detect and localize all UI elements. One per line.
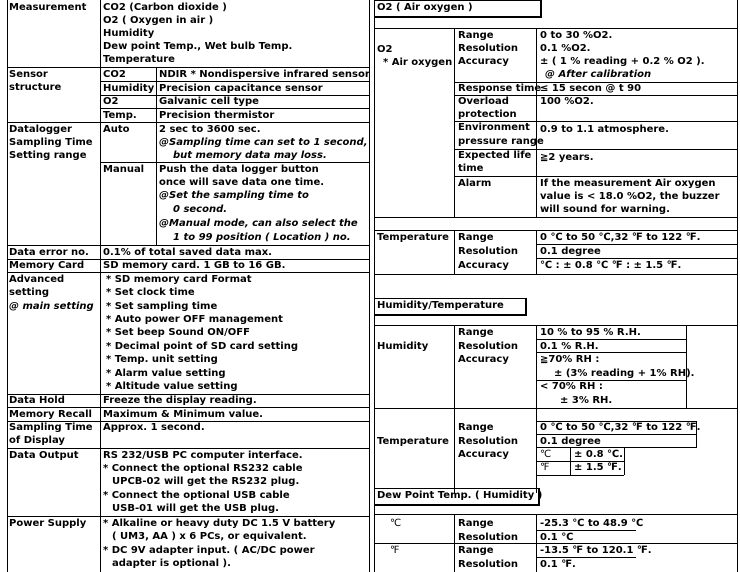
hum-acc-value: ≧70% RH : <box>540 354 600 365</box>
left-col-divider <box>100 0 101 572</box>
right-col-divider <box>624 447 625 475</box>
sensor-desc: NDIR * Nondispersive infrared sensor <box>159 69 370 80</box>
right-table-edge <box>374 0 375 572</box>
data-output-line: * Connect the optional RS232 cable <box>103 463 303 474</box>
o2-param: * Air oxygen <box>383 57 453 68</box>
advanced-item: * Set beep Sound ON/OFF <box>106 327 250 338</box>
advanced-item: * Decimal point of SD card setting <box>106 341 298 352</box>
divider <box>7 516 369 517</box>
data-output-label: Data Output <box>9 450 79 461</box>
o2-over-label: Overload <box>458 96 509 107</box>
o2-env-label: pressure range <box>458 136 544 147</box>
o2-env-label: Environment <box>458 122 530 133</box>
o2-alarm-value: value is < 18.0 %O2, the buzzer <box>540 191 720 202</box>
dew-unit-f: ℉ <box>390 545 400 556</box>
o2-over-value: 100 %O2. <box>540 96 594 107</box>
right-col-divider <box>454 230 455 274</box>
sampling-display-label: Sampling Time <box>9 422 93 433</box>
ht-temp-acc-label: Accuracy <box>458 449 509 460</box>
divider <box>374 543 738 544</box>
datalogger-col-divider <box>156 122 157 245</box>
divider <box>7 272 369 273</box>
temp-acc-value: ℃ : ± 0.8 ℃ ℉ : ± 1.5 ℉. <box>540 260 682 271</box>
divider <box>374 217 738 218</box>
sampling-display-label: of Display <box>9 435 65 446</box>
data-output-line: USB-01 will get the USB plug. <box>112 503 279 514</box>
o2-life-label: Expected life <box>458 150 532 161</box>
o2-range-label: Range <box>458 30 494 41</box>
right-col-divider <box>696 421 697 448</box>
data-output-line: UPCB-02 will get the RS232 plug. <box>112 476 300 487</box>
datalogger-label: Datalogger <box>9 124 72 135</box>
sensor-desc: Precision capacitance sensor <box>159 83 323 94</box>
hum-range-label: Range <box>458 327 494 338</box>
measurement-label: Measurement <box>9 2 87 13</box>
o2-resp-value: ≤ 15 secon @ t 90 <box>540 83 642 94</box>
o2-resp-label: Response time <box>458 83 542 94</box>
divider <box>536 339 686 340</box>
auto-label: Auto <box>103 124 130 135</box>
sensor-type: CO2 <box>103 69 126 80</box>
divider <box>536 530 636 531</box>
divider <box>374 514 738 515</box>
right-col-divider <box>454 28 455 217</box>
power-supply-line: * Alkaline or heavy duty DC 1.5 V battery <box>103 518 336 529</box>
dew-f-res-value: 0.1 ℉. <box>540 559 576 570</box>
measurement-item: Temperature <box>103 54 175 65</box>
right-col-divider <box>536 325 537 493</box>
right-col-divider <box>536 28 537 217</box>
manual-label: Manual <box>103 164 145 175</box>
divider <box>536 352 686 353</box>
divider <box>7 122 369 123</box>
divider <box>536 557 636 558</box>
sensor-type: Humidity <box>103 83 155 94</box>
memory-card-value: SD memory card. 1 GB to 16 GB. <box>103 260 286 271</box>
hum-acc-value: ± (3% reading + 1% RH). <box>554 368 695 379</box>
advanced-label: @ main setting <box>9 301 94 312</box>
manual-text: @Manual mode, can also select the <box>159 218 358 229</box>
datalogger-label: Setting range <box>9 150 87 161</box>
sensor-label: Sensor <box>9 69 48 80</box>
o2-alarm-value: If the measurement Air oxygen <box>540 178 716 189</box>
ht-temp-acc-unit-f: ℉ <box>540 462 550 473</box>
divider <box>374 274 738 275</box>
dew-f-res-label: Resolution <box>458 559 519 570</box>
ht-temp-res-label: Resolution <box>458 436 519 447</box>
data-error-label: Data error no. <box>9 247 89 258</box>
humidity-param: Humidity <box>377 341 429 352</box>
ht-temp-res-value: 0.1 degree <box>540 436 601 447</box>
manual-text: Push the data logger button <box>159 164 319 175</box>
manual-text: once will save data one time. <box>159 177 325 188</box>
divider <box>7 245 369 246</box>
o2-alarm-label: Alarm <box>458 178 492 189</box>
manual-text: @Set the sampling time to <box>159 190 309 201</box>
sensor-type: O2 <box>103 96 119 107</box>
o2-life-value: ≧2 years. <box>540 152 594 163</box>
ht-temp-range-value: 0 ℃ to 50 ℃,32 ℉ to 122 ℉. <box>540 422 701 433</box>
measurement-item: Dew point Temp., Wet bulb Temp. <box>103 41 293 52</box>
o2-title: O2 ( Air oxygen ) <box>377 2 473 13</box>
advanced-label: setting <box>9 287 49 298</box>
temp-param: Temperature <box>377 232 449 243</box>
temp-res-label: Resolution <box>458 246 519 257</box>
divider <box>100 81 369 82</box>
advanced-item: * Auto power OFF management <box>106 314 283 325</box>
temp-res-value: 0.1 degree <box>540 246 601 257</box>
dew-unit-c: ℃ <box>390 518 402 529</box>
datalogger-label: Sampling Time <box>9 137 93 148</box>
data-output-line: RS 232/USB PC computer interface. <box>103 450 303 461</box>
hum-range-value: 10 % to 95 % R.H. <box>540 327 641 338</box>
o2-param: O2 <box>377 44 393 55</box>
power-supply-label: Power Supply <box>9 518 87 529</box>
power-supply-line: * DC 9V adapter input. ( AC/DC power <box>103 545 315 556</box>
advanced-item: * Altitude value setting <box>106 381 238 392</box>
divider <box>454 176 738 177</box>
advanced-item: * Alarm value setting <box>106 368 226 379</box>
o2-acc-value: ± ( 1 % reading + 0.2 % O2 ). <box>540 56 705 67</box>
power-supply-line: adapter is optional ). <box>112 558 231 569</box>
dew-f-range-value: -13.5 ℉ to 120.1 ℉. <box>540 545 652 556</box>
hum-acc-value: ± 3% RH. <box>560 395 613 406</box>
dew-f-range-label: Range <box>458 545 494 556</box>
right-col-divider <box>454 325 455 493</box>
hum-res-label: Resolution <box>458 341 519 352</box>
data-output-line: * Connect the optional USB cable <box>103 490 290 501</box>
sensor-desc: Precision thermistor <box>159 110 275 121</box>
advanced-item: * Temp. unit setting <box>106 354 218 365</box>
right-col-divider <box>536 230 537 274</box>
sensor-type: Temp. <box>103 110 137 121</box>
data-hold-label: Data Hold <box>9 395 65 406</box>
measurement-item: O2 ( Oxygen in air ) <box>103 15 214 26</box>
o2-alarm-value: will sound for warning. <box>540 204 670 215</box>
dew-c-res-value: 0.1 ℃ <box>540 532 574 543</box>
divider <box>7 407 369 408</box>
memory-recall-value: Maximum & Minimum value. <box>103 409 263 420</box>
temp-acc-label: Accuracy <box>458 260 509 271</box>
sensor-desc: Galvanic cell type <box>159 96 259 107</box>
measurement-item: Humidity <box>103 28 155 39</box>
hum-res-value: 0.1 % R.H. <box>540 341 599 352</box>
hum-acc-label: Accuracy <box>458 354 509 365</box>
dew-c-range-label: Range <box>458 518 494 529</box>
ht-temp-range-label: Range <box>458 422 494 433</box>
dew-c-res-label: Resolution <box>458 532 519 543</box>
data-hold-value: Freeze the display reading. <box>103 395 257 406</box>
advanced-label: Advanced <box>9 274 65 285</box>
ht-temp-param: Temperature <box>377 436 449 447</box>
advanced-item: * Set sampling time <box>106 301 218 312</box>
o2-over-label: protection <box>458 109 517 120</box>
divider <box>536 447 696 448</box>
temp-range-label: Range <box>458 232 494 243</box>
measurement-item: CO2 (Carbon dioxide ) <box>103 2 227 13</box>
hum-acc-value: < 70% RH : <box>540 381 603 392</box>
right-table-edge <box>737 0 738 572</box>
ht-temp-acc-value-c: ± 0.8 ℃. <box>574 449 623 460</box>
humtemp-title: Humidity/Temperature <box>377 300 504 311</box>
dew-c-range-value: -25.3 ℃ to 48.9 ℃ <box>540 518 644 529</box>
auto-text: @Sampling time can set to 1 second, <box>159 137 368 148</box>
temp-range-value: 0 ℃ to 50 ℃,32 ℉ to 122 ℉. <box>540 232 701 243</box>
divider <box>374 230 738 231</box>
divider <box>536 475 624 476</box>
divider <box>7 448 369 449</box>
sampling-display-value: Approx. 1 second. <box>103 422 205 433</box>
advanced-item: * Set clock time <box>106 287 195 298</box>
manual-text: 1 to 99 position ( Location ) no. <box>173 232 351 243</box>
data-error-value: 0.1% of total saved data max. <box>103 247 272 258</box>
dew-title: Dew Point Temp. ( Humidity ) <box>377 490 543 501</box>
memory-recall-label: Memory Recall <box>9 409 92 420</box>
divider <box>374 325 738 326</box>
o2-res-label: Resolution <box>458 43 519 54</box>
divider <box>536 434 696 435</box>
divider <box>536 244 738 245</box>
o2-acc-note: @ After calibration <box>545 69 652 80</box>
ht-temp-acc-unit-c: ℃ <box>540 449 552 460</box>
o2-env-value: 0.9 to 1.1 atmosphere. <box>540 124 669 135</box>
divider <box>536 421 696 422</box>
divider <box>374 408 738 409</box>
divider <box>100 162 369 163</box>
power-supply-line: ( UM3, AA ) x 6 PCs, or equivalent. <box>112 531 307 542</box>
o2-life-label: time <box>458 163 484 174</box>
advanced-item: * SD memory card Format <box>106 274 252 285</box>
ht-temp-acc-value-f: ± 1.5 ℉. <box>574 462 622 473</box>
o2-acc-label: Accuracy <box>458 56 509 67</box>
sensor-label: structure <box>9 82 62 93</box>
o2-res-value: 0.1 %O2. <box>540 43 591 54</box>
memory-card-label: Memory Card <box>9 260 85 271</box>
manual-text: 0 second. <box>173 204 228 215</box>
divider <box>536 258 738 259</box>
auto-text: but memory data may loss. <box>173 150 327 161</box>
divider <box>374 28 738 29</box>
right-col-divider <box>686 325 687 408</box>
divider <box>7 67 369 68</box>
auto-text: 2 sec to 3600 sec. <box>159 124 261 135</box>
o2-range-value: 0 to 30 %O2. <box>540 30 613 41</box>
divider <box>100 108 369 109</box>
